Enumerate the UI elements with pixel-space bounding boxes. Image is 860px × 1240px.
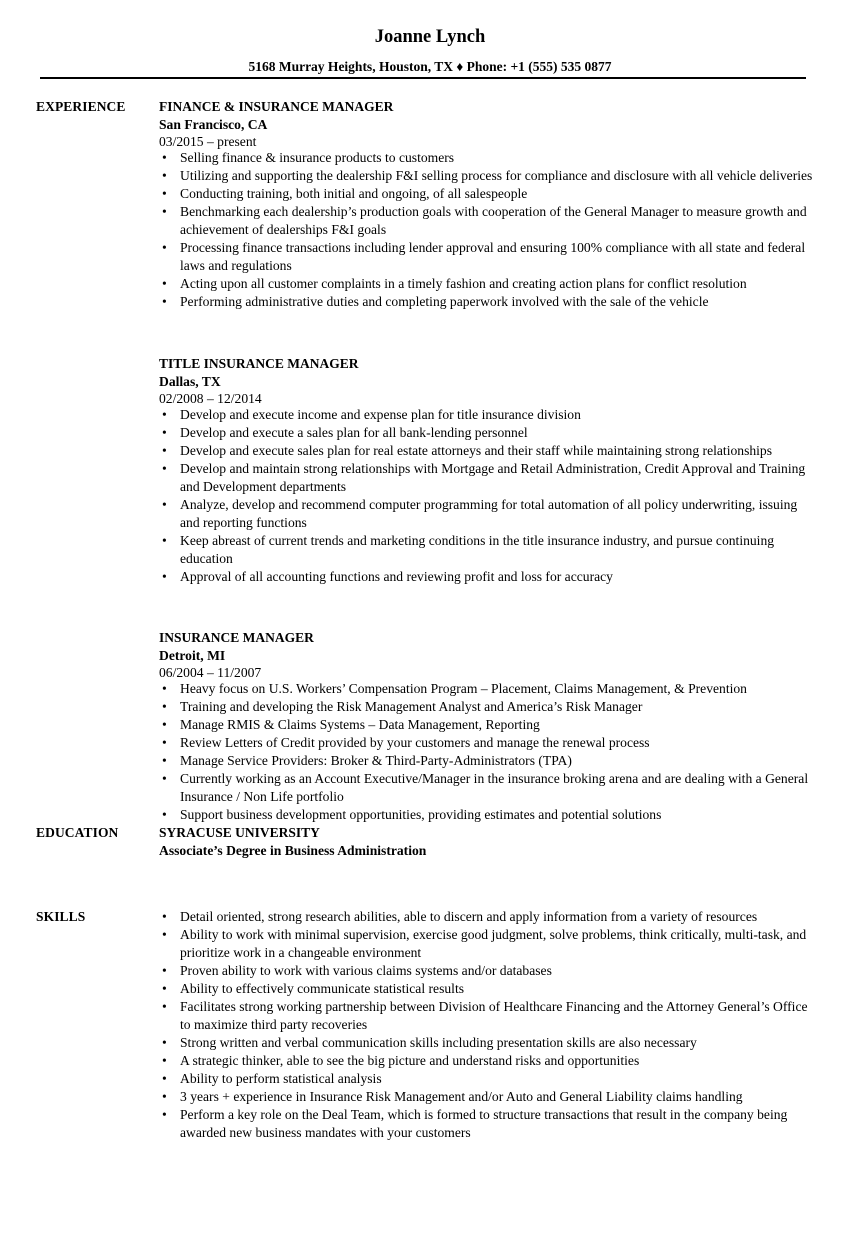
bullet-icon: • bbox=[162, 569, 167, 584]
section-title-skills: SKILLS bbox=[36, 909, 86, 924]
bullet-icon: • bbox=[162, 276, 167, 291]
job-entry bbox=[159, 355, 819, 586]
bullet-text: Acting upon all customer complaints in a timely fashion and creating action plans for conflict resolution bbox=[180, 276, 747, 291]
bullet-item bbox=[159, 185, 819, 203]
job-bullet-list bbox=[159, 680, 819, 824]
bullet-icon: • bbox=[162, 443, 167, 458]
bullet-item bbox=[159, 496, 819, 532]
skill-item bbox=[159, 962, 819, 980]
bullet-text: Conducting training, both initial and ongoing, of all salespeople bbox=[180, 186, 528, 201]
bullet-text: Strong written and verbal communication skills including presentation skills are also necessary bbox=[180, 1035, 697, 1050]
bullet-icon: • bbox=[162, 186, 167, 201]
bullet-icon: • bbox=[162, 204, 167, 219]
bullet-icon: • bbox=[162, 168, 167, 183]
candidate-name: Joanne Lynch bbox=[374, 27, 486, 47]
bullet-text: Develop and maintain strong relationships with Mortgage and Retail Administration, Credit Approval and Training and Development departments bbox=[180, 461, 806, 494]
bullet-text: 3 years + experience in Insurance Risk Management and/or Auto and General Liability claims handling bbox=[180, 1089, 743, 1104]
bullet-text: Perform a key role on the Deal Team, which is formed to structure transactions that result in the company being awarded new business mandates with your customers bbox=[180, 1107, 788, 1140]
bullet-icon: • bbox=[162, 1053, 167, 1068]
bullet-text: Utilizing and supporting the dealership F&I selling process for compliance and disclosure with all vehicle deliveries bbox=[180, 168, 813, 183]
bullet-text: Manage RMIS & Claims Systems – Data Management, Reporting bbox=[180, 717, 540, 732]
bullet-item bbox=[159, 770, 819, 806]
bullet-icon: • bbox=[162, 1035, 167, 1050]
bullet-icon: • bbox=[162, 735, 167, 750]
bullet-icon: • bbox=[162, 699, 167, 714]
bullet-icon: • bbox=[162, 533, 167, 548]
job-bullet-list bbox=[159, 149, 819, 311]
bullet-item bbox=[159, 698, 819, 716]
education-entry bbox=[159, 824, 819, 860]
skill-item bbox=[159, 980, 819, 998]
bullet-item bbox=[159, 752, 819, 770]
school-name: SYRACUSE UNIVERSITY bbox=[159, 825, 320, 840]
bullet-icon: • bbox=[162, 927, 167, 942]
job-location: Detroit, MI bbox=[159, 648, 226, 663]
job-title: TITLE INSURANCE MANAGER bbox=[159, 356, 359, 371]
skill-item bbox=[159, 1070, 819, 1088]
bullet-icon: • bbox=[162, 150, 167, 165]
bullet-text: Ability to work with minimal supervision, exercise good judgment, solve problems, think critically, multi-task, and prioritize work in a changeable environment bbox=[180, 927, 807, 960]
bullet-icon: • bbox=[162, 909, 167, 924]
bullet-icon: • bbox=[162, 425, 167, 440]
job-entry bbox=[159, 98, 819, 311]
bullet-text: Develop and execute income and expense plan for title insurance division bbox=[180, 407, 581, 422]
skill-item bbox=[159, 908, 819, 926]
skill-item bbox=[159, 1034, 819, 1052]
bullet-item bbox=[159, 406, 819, 424]
bullet-icon: • bbox=[162, 461, 167, 476]
bullet-text: Approval of all accounting functions and reviewing profit and loss for accuracy bbox=[180, 569, 613, 584]
job-dates: 03/2015 – present bbox=[159, 134, 257, 149]
bullet-icon: • bbox=[162, 1107, 167, 1122]
bullet-icon: • bbox=[162, 753, 167, 768]
bullet-icon: • bbox=[162, 1089, 167, 1104]
skills-entry bbox=[159, 908, 819, 1142]
degree: Associate’s Degree in Business Administration bbox=[159, 843, 427, 858]
bullet-text: Benchmarking each dealership’s production goals with cooperation of the General Manager to measure growth and achievement of dealerships F&I goals bbox=[180, 204, 807, 237]
bullet-text: Heavy focus on U.S. Workers’ Compensation Program – Placement, Claims Management, & Prevention bbox=[180, 681, 747, 696]
bullet-icon: • bbox=[162, 407, 167, 422]
bullet-icon: • bbox=[162, 1071, 167, 1086]
bullet-text: Detail oriented, strong research abilities, able to discern and apply information from a variety of resources bbox=[180, 909, 758, 924]
bullet-text: A strategic thinker, able to see the big picture and understand risks and opportunities bbox=[180, 1053, 640, 1068]
job-bullet-list bbox=[159, 406, 819, 586]
job-title: INSURANCE MANAGER bbox=[159, 630, 314, 645]
bullet-item bbox=[159, 424, 819, 442]
bullet-text: Analyze, develop and recommend computer programming for total automation of all policy underwriting, issuing and reporting functions bbox=[180, 497, 798, 530]
bullet-item bbox=[159, 532, 819, 568]
bullet-icon: • bbox=[162, 807, 167, 822]
skill-item bbox=[159, 1088, 819, 1106]
bullet-text: Selling finance & insurance products to customers bbox=[180, 150, 455, 165]
skill-item bbox=[159, 926, 819, 962]
bullet-text: Proven ability to work with various claims systems and/or databases bbox=[180, 963, 552, 978]
bullet-item bbox=[159, 167, 819, 185]
bullet-text: Keep abreast of current trends and marketing conditions in the title insurance industry, and pursue continuing education bbox=[180, 533, 775, 566]
bullet-item bbox=[159, 442, 819, 460]
bullet-item bbox=[159, 460, 819, 496]
job-dates: 06/2004 – 11/2007 bbox=[159, 665, 262, 680]
bullet-icon: • bbox=[162, 497, 167, 512]
bullet-text: Facilitates strong working partnership between Division of Healthcare Financing and the Attorney General’s Office to maximize third party recoveries bbox=[180, 999, 808, 1032]
bullet-icon: • bbox=[162, 240, 167, 255]
bullet-text: Processing finance transactions including lender approval and ensuring 100% compliance with all state and federal laws and regulations bbox=[180, 240, 806, 273]
job-location: Dallas, TX bbox=[159, 374, 221, 389]
bullet-item bbox=[159, 680, 819, 698]
job-location: San Francisco, CA bbox=[159, 117, 268, 132]
skill-item bbox=[159, 1052, 819, 1070]
bullet-icon: • bbox=[162, 981, 167, 996]
bullet-icon: • bbox=[162, 717, 167, 732]
bullet-item bbox=[159, 203, 819, 239]
bullet-item bbox=[159, 806, 819, 824]
bullet-icon: • bbox=[162, 771, 167, 786]
bullet-item bbox=[159, 239, 819, 275]
bullet-text: Review Letters of Credit provided by your customers and manage the renewal process bbox=[180, 735, 650, 750]
bullet-text: Support business development opportunities, providing estimates and potential solutions bbox=[180, 807, 662, 822]
contact-line: 5168 Murray Heights, Houston, TX ♦ Phone: +1 (555) 535 0877 bbox=[248, 59, 612, 74]
skills-bullet-list bbox=[159, 908, 819, 1142]
bullet-item bbox=[159, 275, 819, 293]
bullet-text: Develop and execute a sales plan for all bank-lending personnel bbox=[180, 425, 528, 440]
bullet-icon: • bbox=[162, 294, 167, 309]
bullet-text: Currently working as an Account Executive/Manager in the insurance broking arena and are dealing with a General Insurance / Non Life portfolio bbox=[180, 771, 809, 804]
bullet-icon: • bbox=[162, 999, 167, 1014]
bullet-text: Develop and execute sales plan for real estate attorneys and their staff while maintaining strong relationships bbox=[180, 443, 773, 458]
bullet-icon: • bbox=[162, 681, 167, 696]
bullet-text: Ability to effectively communicate statistical results bbox=[180, 981, 465, 996]
bullet-item bbox=[159, 293, 819, 311]
job-title: FINANCE & INSURANCE MANAGER bbox=[159, 99, 394, 114]
section-title-experience: EXPERIENCE bbox=[36, 99, 126, 114]
skill-item bbox=[159, 998, 819, 1034]
bullet-item bbox=[159, 568, 819, 586]
bullet-item bbox=[159, 149, 819, 167]
bullet-text: Manage Service Providers: Broker & Third-Party-Administrators (TPA) bbox=[180, 753, 572, 768]
bullet-text: Training and developing the Risk Management Analyst and America’s Risk Manager bbox=[180, 699, 643, 714]
job-entry bbox=[159, 629, 819, 824]
bullet-item bbox=[159, 734, 819, 752]
skill-item bbox=[159, 1106, 819, 1142]
bullet-item bbox=[159, 716, 819, 734]
bullet-text: Performing administrative duties and completing paperwork involved with the sale of the vehicle bbox=[180, 294, 709, 309]
bullet-icon: • bbox=[162, 963, 167, 978]
header-divider bbox=[40, 77, 806, 79]
job-dates: 02/2008 – 12/2014 bbox=[159, 391, 262, 406]
bullet-text: Ability to perform statistical analysis bbox=[180, 1071, 382, 1086]
section-title-education: EDUCATION bbox=[36, 825, 119, 840]
